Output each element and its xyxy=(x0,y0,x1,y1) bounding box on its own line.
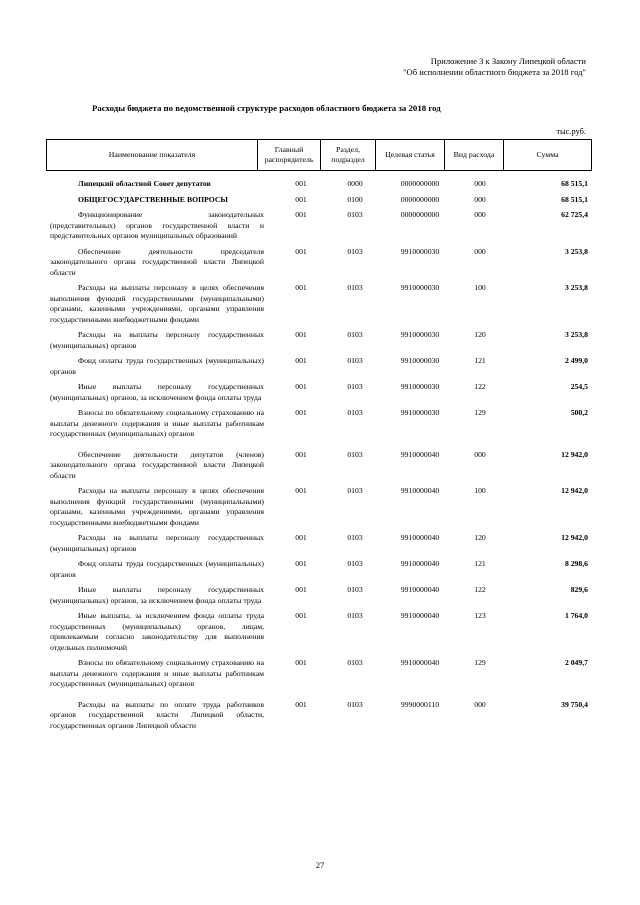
row-name: Обеспечение деятельности депутатов (членов) законодательного органа государственной власти Липецкой области xyxy=(50,449,264,480)
row-target: 9910000030 xyxy=(400,382,440,391)
row-name: Иные выплаты персоналу государственных (муниципальных) органов, за исключением фонда оплаты труда xyxy=(50,382,264,402)
col-header-target: Целевая статья xyxy=(376,140,445,171)
row-target: 9910000040 xyxy=(400,611,440,620)
row-kind: 000 xyxy=(474,194,486,204)
row-kind: 122 xyxy=(474,382,486,391)
row-kind: 120 xyxy=(474,330,486,339)
row-grbs: 001 xyxy=(295,611,307,620)
row-target: 9910000030 xyxy=(400,330,440,339)
row-section: 0103 xyxy=(347,330,363,339)
row-target: 9910000040 xyxy=(400,658,440,667)
row-name: Расходы на выплаты персоналу в целях обеспечения выполнения функций государственными (муниципальными) органами, казенными учреждениями, органами управления государственными внебюджетными фондами xyxy=(50,283,264,324)
row-grbs: 001 xyxy=(295,699,307,709)
table-row xyxy=(50,559,590,580)
row-sum: 12 942,0 xyxy=(561,533,588,542)
row-name: Расходы на выплаты персоналу государственных (муниципальных) органов xyxy=(50,533,264,553)
row-target: 9910000040 xyxy=(400,449,440,459)
row-target: 9910000030 xyxy=(400,283,440,292)
row-sum: 3 253,8 xyxy=(564,330,588,339)
row-grbs: 001 xyxy=(295,210,307,219)
row-kind: 123 xyxy=(474,611,486,620)
row-sum: 39 750,4 xyxy=(561,699,588,709)
row-grbs: 001 xyxy=(295,194,307,204)
table-header xyxy=(46,139,592,171)
table-body xyxy=(50,179,590,736)
units-label: тыс.руб. xyxy=(556,127,586,136)
row-name: Взносы по обязательному социальному страхованию на выплаты денежного содержания и иные выплаты работникам государственных (муниципальных) органов xyxy=(50,658,264,688)
col-header-grbs: Главный распорядитель xyxy=(258,140,321,171)
row-grbs: 001 xyxy=(295,658,307,667)
table-row xyxy=(50,210,590,242)
document-title: Расходы бюджета по ведомственной структуре расходов областного бюджета за 2018 год xyxy=(92,103,441,113)
row-section: 0103 xyxy=(347,449,363,459)
row-spacer xyxy=(50,690,590,700)
row-target: 9990000110 xyxy=(400,699,440,709)
table-row xyxy=(50,450,590,482)
row-grbs: 001 xyxy=(295,246,307,256)
table-row xyxy=(50,382,590,403)
row-section: 0103 xyxy=(347,699,363,709)
row-grbs: 001 xyxy=(295,449,307,459)
row-name: Фонд оплаты труда государственных (муниципальных) органов xyxy=(50,356,264,376)
row-kind: 122 xyxy=(474,585,486,594)
row-section: 0103 xyxy=(347,658,363,667)
row-name: Липецкий областной Совет депутатов xyxy=(78,179,211,188)
row-sum: 12 942,0 xyxy=(561,486,588,495)
row-name: Фонд оплаты труда государственных (муниципальных) органов xyxy=(50,559,264,579)
row-sum: 1 764,0 xyxy=(564,611,588,620)
row-target: 9910000030 xyxy=(400,356,440,365)
row-target: 0000000000 xyxy=(400,194,440,204)
page-number: 27 xyxy=(315,860,325,870)
row-grbs: 001 xyxy=(295,356,307,365)
row-sum: 2 499,0 xyxy=(564,356,588,365)
row-target: 9910000040 xyxy=(400,533,440,542)
row-grbs: 001 xyxy=(295,486,307,495)
row-target: 9910000040 xyxy=(400,559,440,568)
row-grbs: 001 xyxy=(295,408,307,417)
row-section: 0103 xyxy=(347,356,363,365)
table-row xyxy=(50,283,590,325)
row-name: Функционирование законодательных (представительных) органов государственной власти и представительных органов муниципальных образований xyxy=(50,210,264,240)
table-row xyxy=(50,408,590,440)
row-section: 0103 xyxy=(347,382,363,391)
row-section: 0103 xyxy=(347,408,363,417)
col-header-sum: Сумма xyxy=(504,140,592,171)
table-row xyxy=(50,585,590,606)
row-section: 0103 xyxy=(347,585,363,594)
row-section: 0103 xyxy=(347,533,363,542)
row-sum: 829,6 xyxy=(570,585,588,594)
row-name: Расходы на выплаты по оплате труда работников органов государственной власти Липецкой области, государственных органов Липецкой области xyxy=(50,699,264,730)
row-sum: 2 049,7 xyxy=(564,658,588,667)
col-header-kind: Вид расхода xyxy=(445,140,504,171)
row-kind: 121 xyxy=(474,559,486,568)
row-grbs: 001 xyxy=(295,559,307,568)
row-grbs: 001 xyxy=(295,179,307,188)
row-kind: 120 xyxy=(474,533,486,542)
row-target: 9910000030 xyxy=(400,408,440,417)
row-section: 0103 xyxy=(347,559,363,568)
row-target: 0000000000 xyxy=(400,210,440,219)
row-target: 9910000040 xyxy=(400,585,440,594)
table-row xyxy=(50,356,590,377)
row-grbs: 001 xyxy=(295,585,307,594)
row-sum: 8 298,6 xyxy=(564,559,588,568)
row-target: 0000000000 xyxy=(400,179,440,188)
row-section: 0103 xyxy=(347,246,363,256)
row-section: 0103 xyxy=(347,611,363,620)
appendix-line-1: Приложение 3 к Закону Липецкой области xyxy=(430,56,586,66)
row-section: 0103 xyxy=(347,210,363,219)
table-row xyxy=(50,247,590,279)
row-kind: 129 xyxy=(474,658,486,667)
row-section: 0103 xyxy=(347,283,363,292)
row-name: Иные выплаты персоналу государственных (муниципальных) органов, за исключением фонда оплаты труда xyxy=(50,585,264,605)
col-header-name: Наименование показателя xyxy=(47,140,258,171)
row-grbs: 001 xyxy=(295,382,307,391)
row-section: 0103 xyxy=(347,486,363,495)
table-row xyxy=(50,658,590,690)
row-sum: 3 253,8 xyxy=(564,246,588,256)
table-row xyxy=(50,195,590,206)
row-grbs: 001 xyxy=(295,330,307,339)
row-target: 9910000030 xyxy=(400,246,440,256)
row-kind: 121 xyxy=(474,356,486,365)
row-kind: 129 xyxy=(474,408,486,417)
row-spacer xyxy=(50,440,590,450)
row-sum: 12 942,0 xyxy=(561,449,588,459)
row-kind: 100 xyxy=(474,486,486,495)
row-name: Иные выплаты, за исключением фонда оплаты труда государственных (муниципальных) органов, лицам, привлекаемым согласно законодательству для выполнения отдельных полномочий xyxy=(50,611,264,652)
row-name: Расходы на выплаты персоналу в целях обеспечения выполнения функций государственными (муниципальными) органами, казенными учреждениями, органами управления государственными внебюджетными фондами xyxy=(50,486,264,527)
table-row xyxy=(50,486,590,528)
row-grbs: 001 xyxy=(295,283,307,292)
table-row xyxy=(50,330,590,351)
row-sum: 68 515,1 xyxy=(561,179,588,188)
appendix-line-2: "Об исполнении областного бюджета за 2018 год" xyxy=(403,67,586,77)
row-grbs: 001 xyxy=(295,533,307,542)
table-row xyxy=(50,700,590,732)
row-name: Расходы на выплаты персоналу государственных (муниципальных) органов xyxy=(50,330,264,350)
row-name: Взносы по обязательному социальному страхованию на выплаты денежного содержания и иные выплаты работникам государственных (муниципальных) органов xyxy=(50,408,264,438)
row-kind: 000 xyxy=(474,699,486,709)
row-name: Обеспечение деятельности председателя законодательного органа государственной власти Липецкой области xyxy=(50,246,264,277)
row-kind: 000 xyxy=(474,210,486,219)
row-kind: 000 xyxy=(474,179,486,188)
row-sum: 254,5 xyxy=(570,382,588,391)
row-name: ОБЩЕГОСУДАРСТВЕННЫЕ ВОПРОСЫ xyxy=(78,194,228,204)
row-kind: 000 xyxy=(474,449,486,459)
row-separator xyxy=(50,731,590,736)
row-kind: 000 xyxy=(474,246,486,256)
row-sum: 62 725,4 xyxy=(561,210,588,219)
row-sum: 68 515,1 xyxy=(561,194,588,204)
appendix-header xyxy=(403,56,586,78)
table-row xyxy=(50,611,590,653)
table-row xyxy=(50,533,590,554)
row-kind: 100 xyxy=(474,283,486,292)
row-sum: 500,2 xyxy=(570,408,588,417)
row-section: 0100 xyxy=(347,194,363,204)
table-row xyxy=(50,179,590,190)
col-header-section: Раздел, подраздел xyxy=(321,140,376,171)
row-sum: 3 253,8 xyxy=(564,283,588,292)
row-target: 9910000040 xyxy=(400,486,440,495)
row-section: 0000 xyxy=(347,179,363,188)
